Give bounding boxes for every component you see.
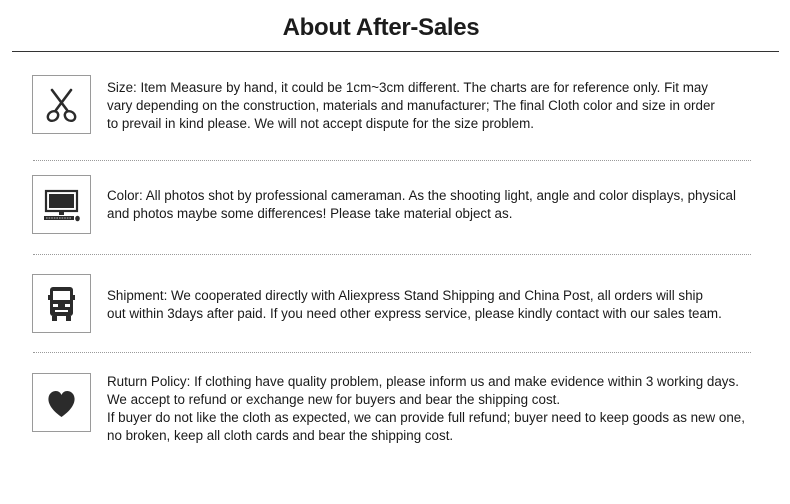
size-line: Size: Item Measure by hand, it could be 1cm~3cm different. The charts are for reference only. Fit may xyxy=(107,80,708,95)
return-policy-line: no broken, keep all cloth cards and bear the shipping cost. xyxy=(107,428,454,443)
color-section xyxy=(32,175,782,237)
size-line: to prevail in kind please. We will not accept dispute for the size problem. xyxy=(107,116,534,131)
shipment-icon-frame xyxy=(32,274,91,333)
return-policy-line: We accept to refund or exchange new for buyers and bear the shipping cost. xyxy=(107,392,561,407)
size-section xyxy=(32,75,782,145)
shipment-line: out within 3days after paid. If you need other express service, please kindly contact with our sales team. xyxy=(107,306,722,321)
return-policy-line: If buyer do not like the cloth as expected, we can provide full refund; buyer need to keep goods as new one, xyxy=(107,410,745,425)
shipment-text xyxy=(107,287,782,323)
section-divider xyxy=(33,160,751,161)
color-line: and photos maybe some differences! Please take material object as. xyxy=(107,206,513,221)
color-icon-frame xyxy=(32,175,91,234)
page-title: About After-Sales xyxy=(282,14,480,41)
return-policy-text xyxy=(107,373,787,445)
section-divider xyxy=(33,352,751,353)
shipment-line: Shipment: We cooperated directly with Aliexpress Stand Shipping and China Post, all orders will ship xyxy=(107,288,703,303)
return-policy-icon-frame xyxy=(32,373,91,432)
shipment-section xyxy=(32,274,782,336)
return-policy-line: Ruturn Policy: If clothing have quality problem, please inform us and make evidence within 3 working days. xyxy=(107,374,739,389)
section-divider xyxy=(33,254,751,255)
size-icon-frame xyxy=(32,75,91,134)
size-line: vary depending on the construction, materials and manufacturer; The final Cloth color and size in order xyxy=(107,98,715,113)
title-divider xyxy=(12,51,779,52)
color-text xyxy=(107,187,782,223)
color-line: Color: All photos shot by professional cameraman. As the shooting light, angle and color displays, physical xyxy=(107,188,736,203)
return-policy-section xyxy=(32,373,782,453)
size-text xyxy=(107,79,782,133)
